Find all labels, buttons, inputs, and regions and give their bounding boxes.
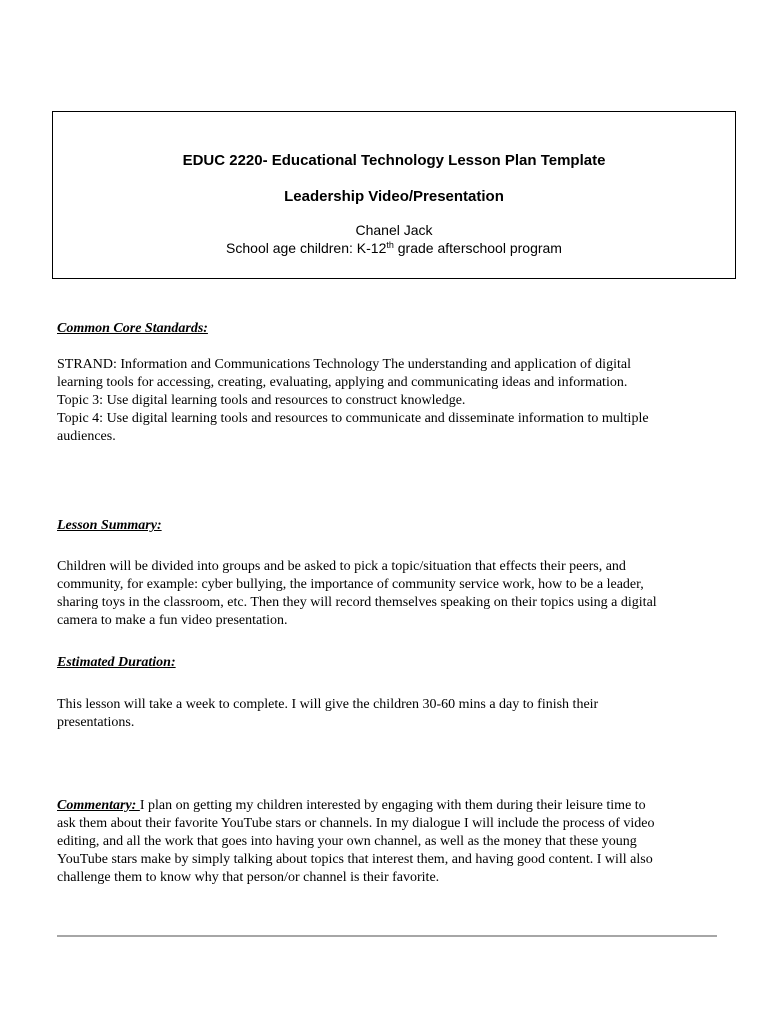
duration-line: This lesson will take a week to complete. I will give the children 30-60 mins a day to finish their (57, 697, 599, 712)
summary-section (57, 517, 717, 535)
audience-line (53, 240, 735, 256)
commentary-section (57, 797, 717, 887)
commentary-line: ask them about their favorite YouTube stars or channels. In my dialogue I will include the process of video (57, 816, 655, 831)
header-box (52, 111, 736, 279)
duration-line: presentations. (57, 715, 135, 730)
duration-heading: Estimated Duration: (57, 655, 176, 670)
commentary-first-line (57, 797, 717, 815)
standards-line: STRAND: Information and Communications Technology The understanding and application of digital (57, 357, 631, 372)
summary-body (57, 558, 717, 630)
commentary-line: YouTube stars make by simply talking about topics that interest them, and having good content. I will also (57, 852, 653, 867)
standards-line: learning tools for accessing, creating, evaluating, applying and communicating ideas and information. (57, 375, 628, 390)
summary-heading: Lesson Summary: (57, 518, 162, 533)
standards-body (57, 356, 717, 446)
standards-line: Topic 3: Use digital learning tools and resources to construct knowledge. (57, 393, 466, 408)
document-subtitle: Leadership Video/Presentation (284, 188, 504, 205)
summary-line: camera to make a fun video presentation. (57, 613, 288, 628)
standards-section (57, 320, 717, 338)
document-title: EDUC 2220- Educational Technology Lesson Plan Template (182, 152, 606, 169)
commentary-line: challenge them to know why that person/or channel is their favorite. (57, 870, 440, 885)
duration-section (57, 654, 717, 672)
audience-suffix: grade afterschool program (393, 240, 562, 256)
summary-line: Children will be divided into groups and be asked to pick a topic/situation that effects their peers, and (57, 559, 626, 574)
standards-line: audiences. (57, 429, 116, 444)
summary-paragraph (57, 558, 717, 630)
duration-paragraph (57, 696, 717, 732)
duration-body (57, 696, 717, 732)
summary-line: sharing toys in the classroom, etc. Then they will record themselves speaking on their topics using a digital (57, 595, 657, 610)
summary-line: community, for example: cyber bullying, the importance of community service work, how to be a leader, (57, 577, 644, 592)
author-name: Chanel Jack (355, 222, 433, 238)
footer-divider (57, 935, 717, 937)
standards-line: Topic 4: Use digital learning tools and resources to communicate and disseminate information to multiple (57, 411, 649, 426)
commentary-paragraph (57, 797, 717, 887)
audience-prefix: School age children: K-12 (226, 240, 387, 256)
standards-heading: Common Core Standards: (57, 321, 208, 336)
audience-superscript: th (386, 240, 394, 250)
commentary-heading: Commentary: (57, 798, 140, 813)
commentary-line: editing, and all the work that goes into having your own channel, as well as the money that these young (57, 834, 637, 849)
commentary-line: I plan on getting my children interested by engaging with them during their leisure time to (139, 798, 646, 813)
standards-paragraph (57, 356, 717, 446)
